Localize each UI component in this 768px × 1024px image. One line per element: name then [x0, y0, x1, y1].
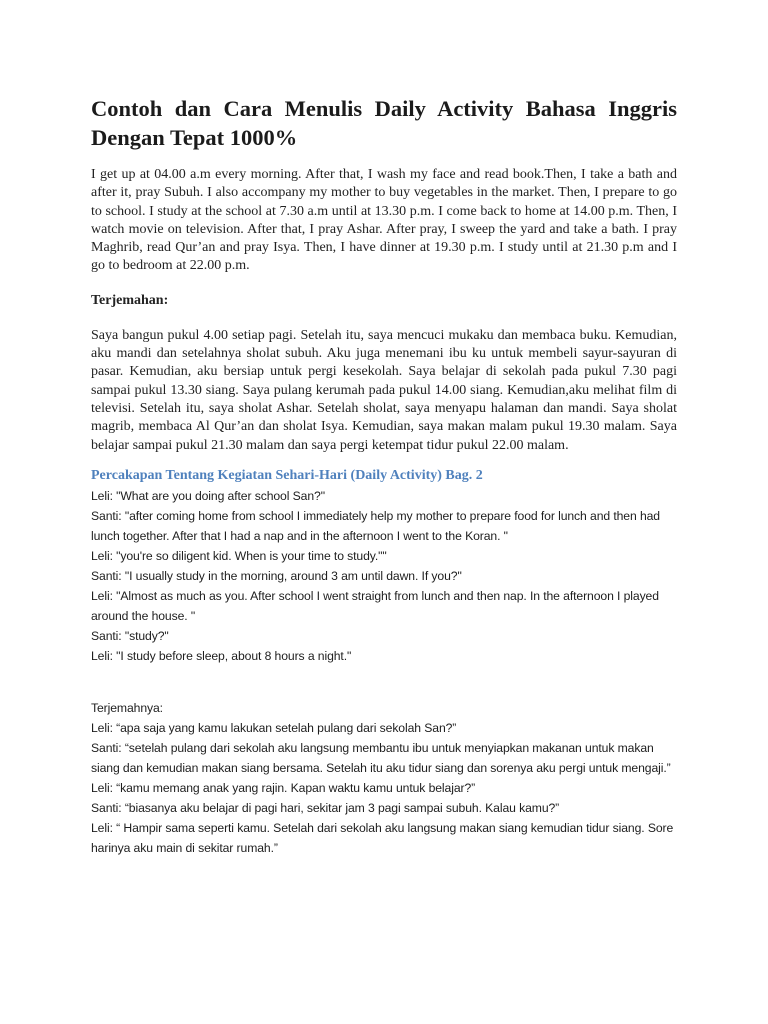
dialog-line: Leli: “kamu memang anak yang rajin. Kapan waktu kamu untuk belajar?”: [91, 780, 476, 795]
dialog-english: [91, 486, 677, 666]
translation-label: Terjemahan:: [91, 292, 169, 308]
dialog-line: Leli: "Almost as much as you. After school I went straight from lunch and then nap. In the afternoon I played around the house. ": [91, 588, 659, 623]
dialog-line: Santi: "after coming home from school I immediately help my mother to prepare food for lunch and then had lunch together. After that I had a nap and in the afternoon I went to the Koran. ": [91, 508, 660, 543]
dialog-line: Santi: “biasanya aku belajar di pagi hari, sekitar jam 3 pagi sampai subuh. Kalau kamu?”: [91, 800, 560, 815]
dialog-line: Santi: "I usually study in the morning, around 3 am until dawn. If you?": [91, 568, 462, 583]
dialog-translation-label: Terjemahnya:: [91, 700, 163, 715]
dialog-line: Santi: “setelah pulang dari sekolah aku langsung membantu ibu untuk menyiapkan makanan untuk makan siang dan kemudian makan siang bersama. Setelah itu aku tidur siang dan sorenya aku pergi untuk mengaji.”: [91, 740, 671, 775]
dialog-line: Leli: "you're so diligent kid. When is your time to study."": [91, 548, 387, 563]
document-title: Contoh dan Cara Menulis Daily Activity Bahasa Inggris Dengan Tepat 1000%: [91, 96, 677, 150]
dialog-line: Leli: "I study before sleep, about 8 hours a night.": [91, 648, 352, 663]
dialog-line: Leli: “ Hampir sama seperti kamu. Setelah dari sekolah aku langsung makan siang kemudian tidur siang. Sore harinya aku main di sekitar rumah.”: [91, 820, 674, 855]
section-heading[interactable]: Percakapan Tentang Kegiatan Sehari-Hari (Daily Activity) Bag. 2: [91, 467, 483, 483]
section-spacer: [91, 666, 677, 698]
indonesian-paragraph: Saya bangun pukul 4.00 setiap pagi. Setelah itu, saya mencuci mukaku dan membaca buku. Kemudian, aku mandi dan setelahnya sholat subuh. Aku juga menemani ibu ku untuk membeli sayur-sayuran di pasar. Kemudian, aku bersiap untuk pergi kesekolah. Saya belajar di sekolah pada pukul 7.30 pagi sampai pukul 13.30 siang. Saya pulang kerumah pada pukul 14.00 siang. Kemudian,aku melihat film di televisi. Setelah itu, saya sholat Ashar. Setelah sholat, saya menyapu halaman dan mandi. Saya sholat magrib, membaca Al Qur’an dan sholat Isya. Kemudian, saya makan malam pukul 19.30 malam. Saya belajar sampai pukul 21.30 malam dan saya pergi ketempat tidur pukul 22.00 malam.: [91, 327, 677, 453]
dialog-line: Leli: "What are you doing after school San?": [91, 488, 325, 503]
dialog-indonesian: [91, 698, 677, 858]
dialog-line: Leli: “apa saja yang kamu lakukan setelah pulang dari sekolah San?”: [91, 720, 457, 735]
dialog-line: Santi: "study?": [91, 628, 169, 643]
english-paragraph: I get up at 04.00 a.m every morning. After that, I wash my face and read book.Then, I take a bath and after it, pray Subuh. I also accompany my mother to buy vegetables in the market. Then, I prepare to go to school. I study at the school at 7.30 a.m until at 13.30 p.m. I come back to home at 14.00 p.m. Then, I watch movie on television. After that, I pray Ashar. After pray, I sweep the yard and take a bath. I pray Maghrib, read Qur’an and pray Isya. Then, I have dinner at 19.30 p.m. I study until at 21.30 p.m and I go to bedroom at 22.00 p.m.: [91, 167, 677, 274]
document-page: [91, 88, 677, 858]
